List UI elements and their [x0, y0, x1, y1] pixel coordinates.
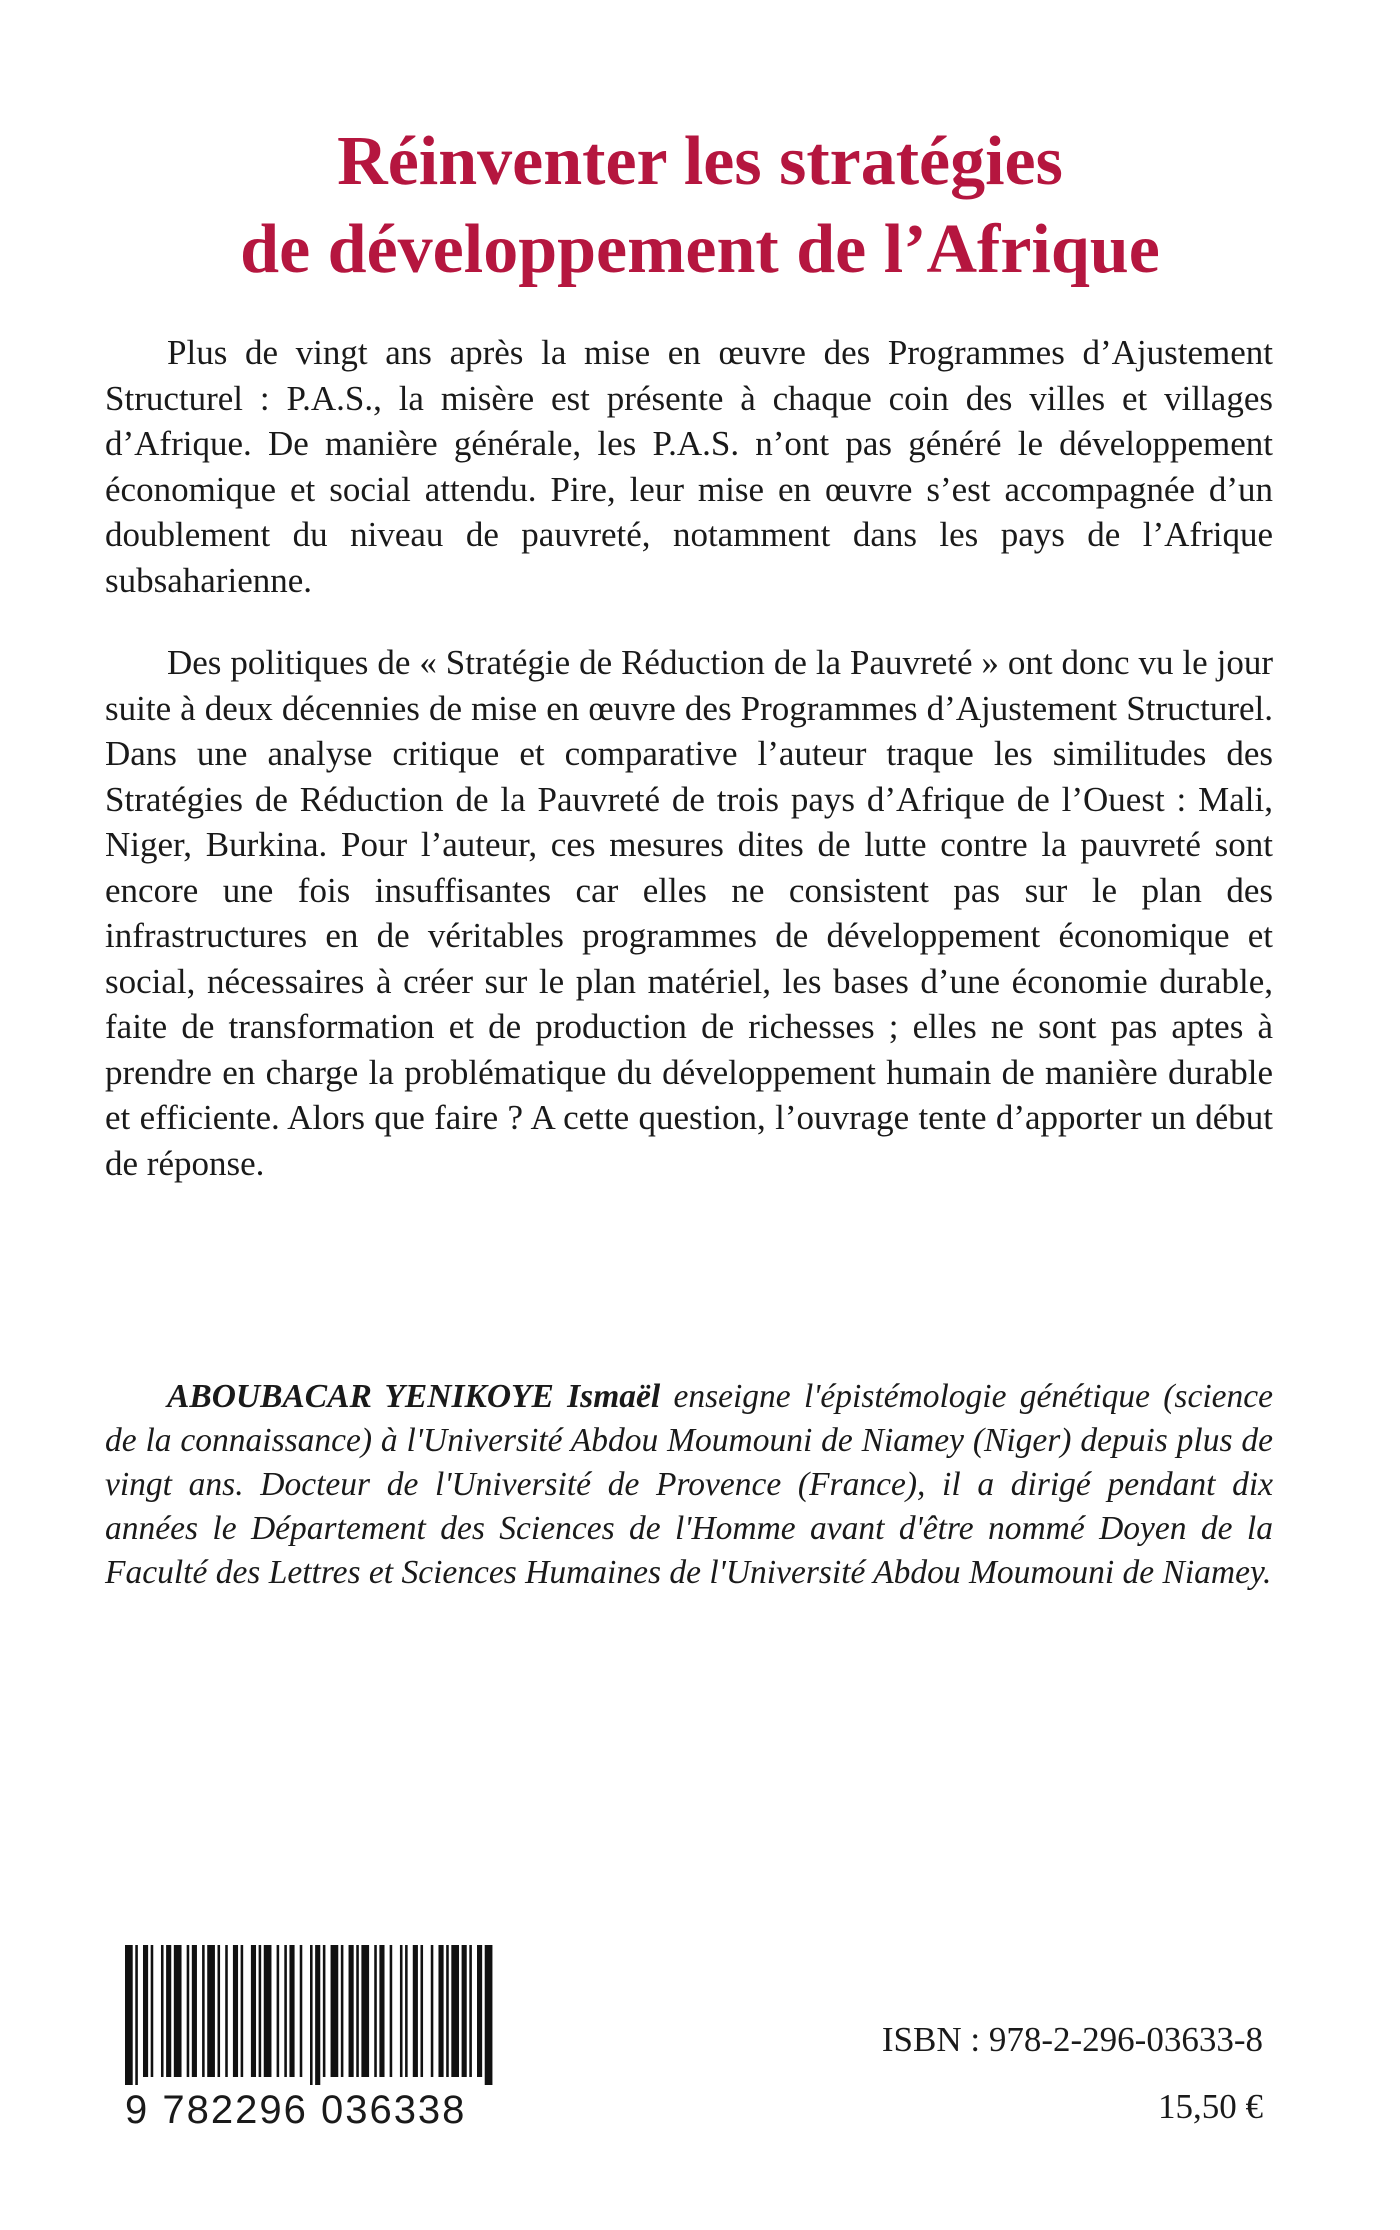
barcode-bar: [187, 1945, 190, 2077]
barcode-bar: [485, 1945, 493, 2085]
barcode-bar: [405, 1945, 408, 2077]
barcode-bar: [462, 1945, 467, 2077]
barcode-bar: [315, 1945, 320, 2085]
barcode-bar: [161, 1945, 164, 2077]
barcode-bar: [349, 1945, 354, 2077]
barcode-bar: [218, 1945, 221, 2077]
barcode-bar: [284, 1945, 287, 2077]
barcode-bar: [310, 1945, 313, 2085]
barcode-bar: [477, 1945, 482, 2077]
summary-paragraph-1: Plus de vingt ans après la mise en œuvre des Programmes d’Ajustement Structurel : P.A.S., la misère est présente à chaque coin des villes et villages d’Afrique. De manière générale, les P.A.S. n’ont pas généré le développement économique et social attendu. Pire, leur mise en œuvre s’est accompagnée d’un doublement du niveau de pauvreté, notamment dans les pays de l’Afrique subsaharienne.: [105, 333, 1273, 600]
author-bio: [105, 1375, 1273, 1595]
barcode-icon: [125, 1945, 495, 2085]
book-title: [140, 118, 1260, 294]
barcode-bar: [469, 1945, 472, 2077]
barcode-bar: [390, 1945, 393, 2077]
barcode-bar: [241, 1945, 244, 2077]
barcode-bar: [374, 1945, 377, 2077]
barcode-bar: [446, 1945, 449, 2077]
barcode-bar: [192, 1945, 197, 2077]
barcode-bar: [202, 1945, 205, 2077]
title-line-1: Réinventer les stratégies: [337, 123, 1063, 200]
barcode-bar: [379, 1945, 384, 2077]
author-bio-text: enseigne l'épistémologie génétique (science de la connaissance) à l'Université Abdou Moumouni de Niamey (Niger) depuis plus de vingt ans. Docteur de l'Université de Provence (France), il a dirigé pendant dix années le Département des Sciences de l'Homme avant d'être nommé Doyen de la Faculté des Lettres et Sciences Humaines de l'Université Abdou Moumouni de Niamey.: [105, 1378, 1273, 1591]
barcode-bar: [174, 1945, 182, 2077]
title-line-2: de développement de l’Afrique: [240, 211, 1160, 288]
summary-paragraph-2: Des politiques de « Stratégie de Réduction de la Pauvreté » ont donc vu le jour suite à deux décennies de mise en œuvre des Programmes d’Ajustement Structurel. Dans une analyse critique et comparative l’auteur traque les similitudes des Stratégies de Réduction de la Pauvreté de trois pays d’Afrique de l’Ouest : Mali, Niger, Burkina. Pour l’auteur, ces mesures dites de lutte contre la pauvreté sont encore une fois insuffisantes car elles ne consistent pas sur le plan des infrastructures en de véritables programmes de développement économique et social, nécessaires à créer sur le plan matériel, les bases d’une économie durable, faite de transformation et de production de richesses ; elles ne sont pas aptes à prendre en charge la problématique du développement humain de manière durable et efficiente. Alors que faire ? A cette question, l’ouvrage tente d’apporter un début de réponse.: [105, 643, 1273, 1183]
barcode-bar: [356, 1945, 359, 2077]
isbn: ISBN : 978-2-296-03633-8: [881, 2020, 1263, 2059]
barcode-bar: [413, 1945, 418, 2077]
barcode-bar: [143, 1945, 148, 2077]
barcode-bar: [438, 1945, 443, 2077]
barcode-digits: 9 782296 036338: [125, 2088, 467, 2132]
barcode-bar: [135, 1945, 138, 2085]
barcode-bar: [420, 1945, 423, 2077]
barcode-bar: [151, 1945, 154, 2077]
barcode-bar: [225, 1945, 228, 2077]
barcode-bar: [264, 1945, 272, 2077]
barcode-bar: [207, 1945, 215, 2077]
barcode-bar: [331, 1945, 339, 2077]
barcode-bar: [259, 1945, 262, 2077]
price: 15,50 €: [1158, 2087, 1263, 2126]
barcode-bar: [125, 1945, 133, 2085]
barcode-bar: [277, 1945, 280, 2077]
barcode-bar: [289, 1945, 294, 2077]
barcode-bar: [166, 1945, 171, 2077]
barcode-bar: [341, 1945, 344, 2077]
author-name: ABOUBACAR YENIKOYE Ismaël: [167, 1378, 661, 1415]
barcode-bar: [251, 1945, 256, 2077]
barcode-bar: [323, 1945, 326, 2077]
barcode-bar: [233, 1945, 238, 2077]
barcode-bar: [400, 1945, 403, 2077]
barcode-bar: [361, 1945, 369, 2077]
barcode-bar: [300, 1945, 303, 2077]
barcode-bar: [431, 1945, 434, 2077]
barcode-bar: [451, 1945, 459, 2077]
